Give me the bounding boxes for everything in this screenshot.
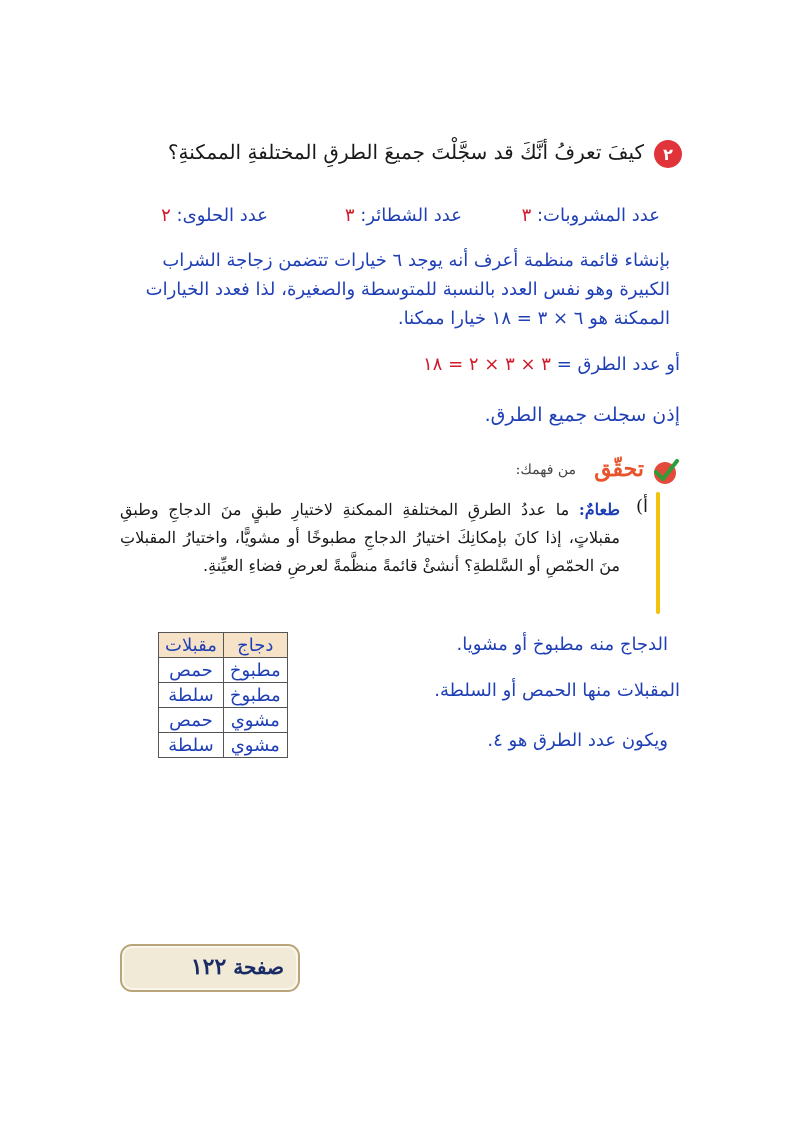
counts-line	[120, 205, 660, 235]
exercise-sidebar	[656, 492, 660, 614]
question-row	[167, 138, 682, 174]
question-text: كيفَ تعرفُ أنَّكَ قد سجَّلْتَ جميعَ الطرقِ المختلفةِ الممكنةِ؟	[167, 140, 644, 164]
page-number	[191, 954, 284, 980]
note-line: ويكون عدد الطرق هو ٤.	[487, 730, 668, 751]
drinks-label: عدد المشروبات:	[536, 205, 660, 226]
exercise-box	[120, 492, 660, 612]
note-line: الدجاج منه مطبوخ أو مشويا.	[456, 634, 668, 655]
table-row	[159, 733, 288, 758]
table-header-appetizers: مقبلات	[159, 633, 224, 658]
equation-label: أو عدد الطرق =	[556, 354, 680, 375]
exercise-label: أ)	[635, 496, 648, 517]
question-number: ٢	[654, 140, 682, 168]
table-row	[159, 658, 288, 683]
equation-value: ٣ × ٣ × ٢ = ١٨	[423, 354, 551, 375]
alternative-equation	[160, 354, 680, 375]
table-cell: مشوي	[223, 733, 287, 758]
table-cell: مطبوخ	[223, 683, 287, 708]
table-header-chicken: دجاج	[223, 633, 287, 658]
exercise-keyword: طعامٌ:	[578, 500, 620, 519]
note-line: المقبلات منها الحمص أو السلطة.	[434, 680, 680, 701]
check-title: تحقّق	[594, 456, 644, 482]
explanation-paragraph: بإنشاء قائمة منظمة أعرف أنه يوجد ٦ خيارات تتضمن زجاجة الشراب الكبيرة وهو نفس العدد بالنسبة للمتوسطة والصغيرة، لذا فعدد الخيارات الممكنة هو ٦ × ٣ = ١٨ خيارا ممكنا.	[145, 250, 670, 330]
table-header-row	[159, 633, 288, 658]
table-cell: سلطة	[159, 683, 224, 708]
table-cell: حمص	[159, 708, 224, 733]
page-label: صفحة	[233, 955, 284, 979]
page-number-box	[120, 944, 300, 992]
table-cell: مطبوخ	[223, 658, 287, 683]
sandwiches-count	[345, 205, 462, 226]
check-subtitle: من فهمك:	[515, 462, 576, 478]
sandwiches-value: ٣	[344, 205, 355, 226]
exercise-text	[120, 496, 620, 580]
sweets-count	[161, 205, 268, 226]
table-cell: سلطة	[159, 733, 224, 758]
page-value: ١٢٢	[190, 954, 227, 980]
drinks-value: ٣	[521, 205, 532, 226]
exercise-body: ما عددُ الطرقِ المختلفةِ الممكنةِ لاختيارِ طبقٍ منَ الدجاجِ وطبقِ مقبلاتٍ، إذا كانَ بإمكانِكَ اختيارُ الدجاجِ مطبوخًا أو مشويًّا، واختيارُ المقبلاتِ منَ الحمّصِ أو السَّلطةِ؟ أنشئْ قائمةً منظَّمةً لعرضِ فضاءِ العيِّنةِ.	[120, 500, 620, 575]
sandwiches-label: عدد الشطائر:	[360, 205, 462, 226]
table-cell: حمص	[159, 658, 224, 683]
sweets-value: ٢	[161, 205, 171, 226]
sample-space-table	[158, 632, 288, 758]
table-row	[159, 683, 288, 708]
check-understanding-heading	[440, 456, 680, 492]
table-row	[159, 708, 288, 733]
drinks-count	[522, 205, 660, 226]
sweets-label: عدد الحلوى:	[176, 205, 268, 226]
conclusion-text: إذن سجلت جميع الطرق.	[484, 404, 680, 426]
table-cell: مشوي	[223, 708, 287, 733]
checkmark-icon	[650, 456, 680, 486]
